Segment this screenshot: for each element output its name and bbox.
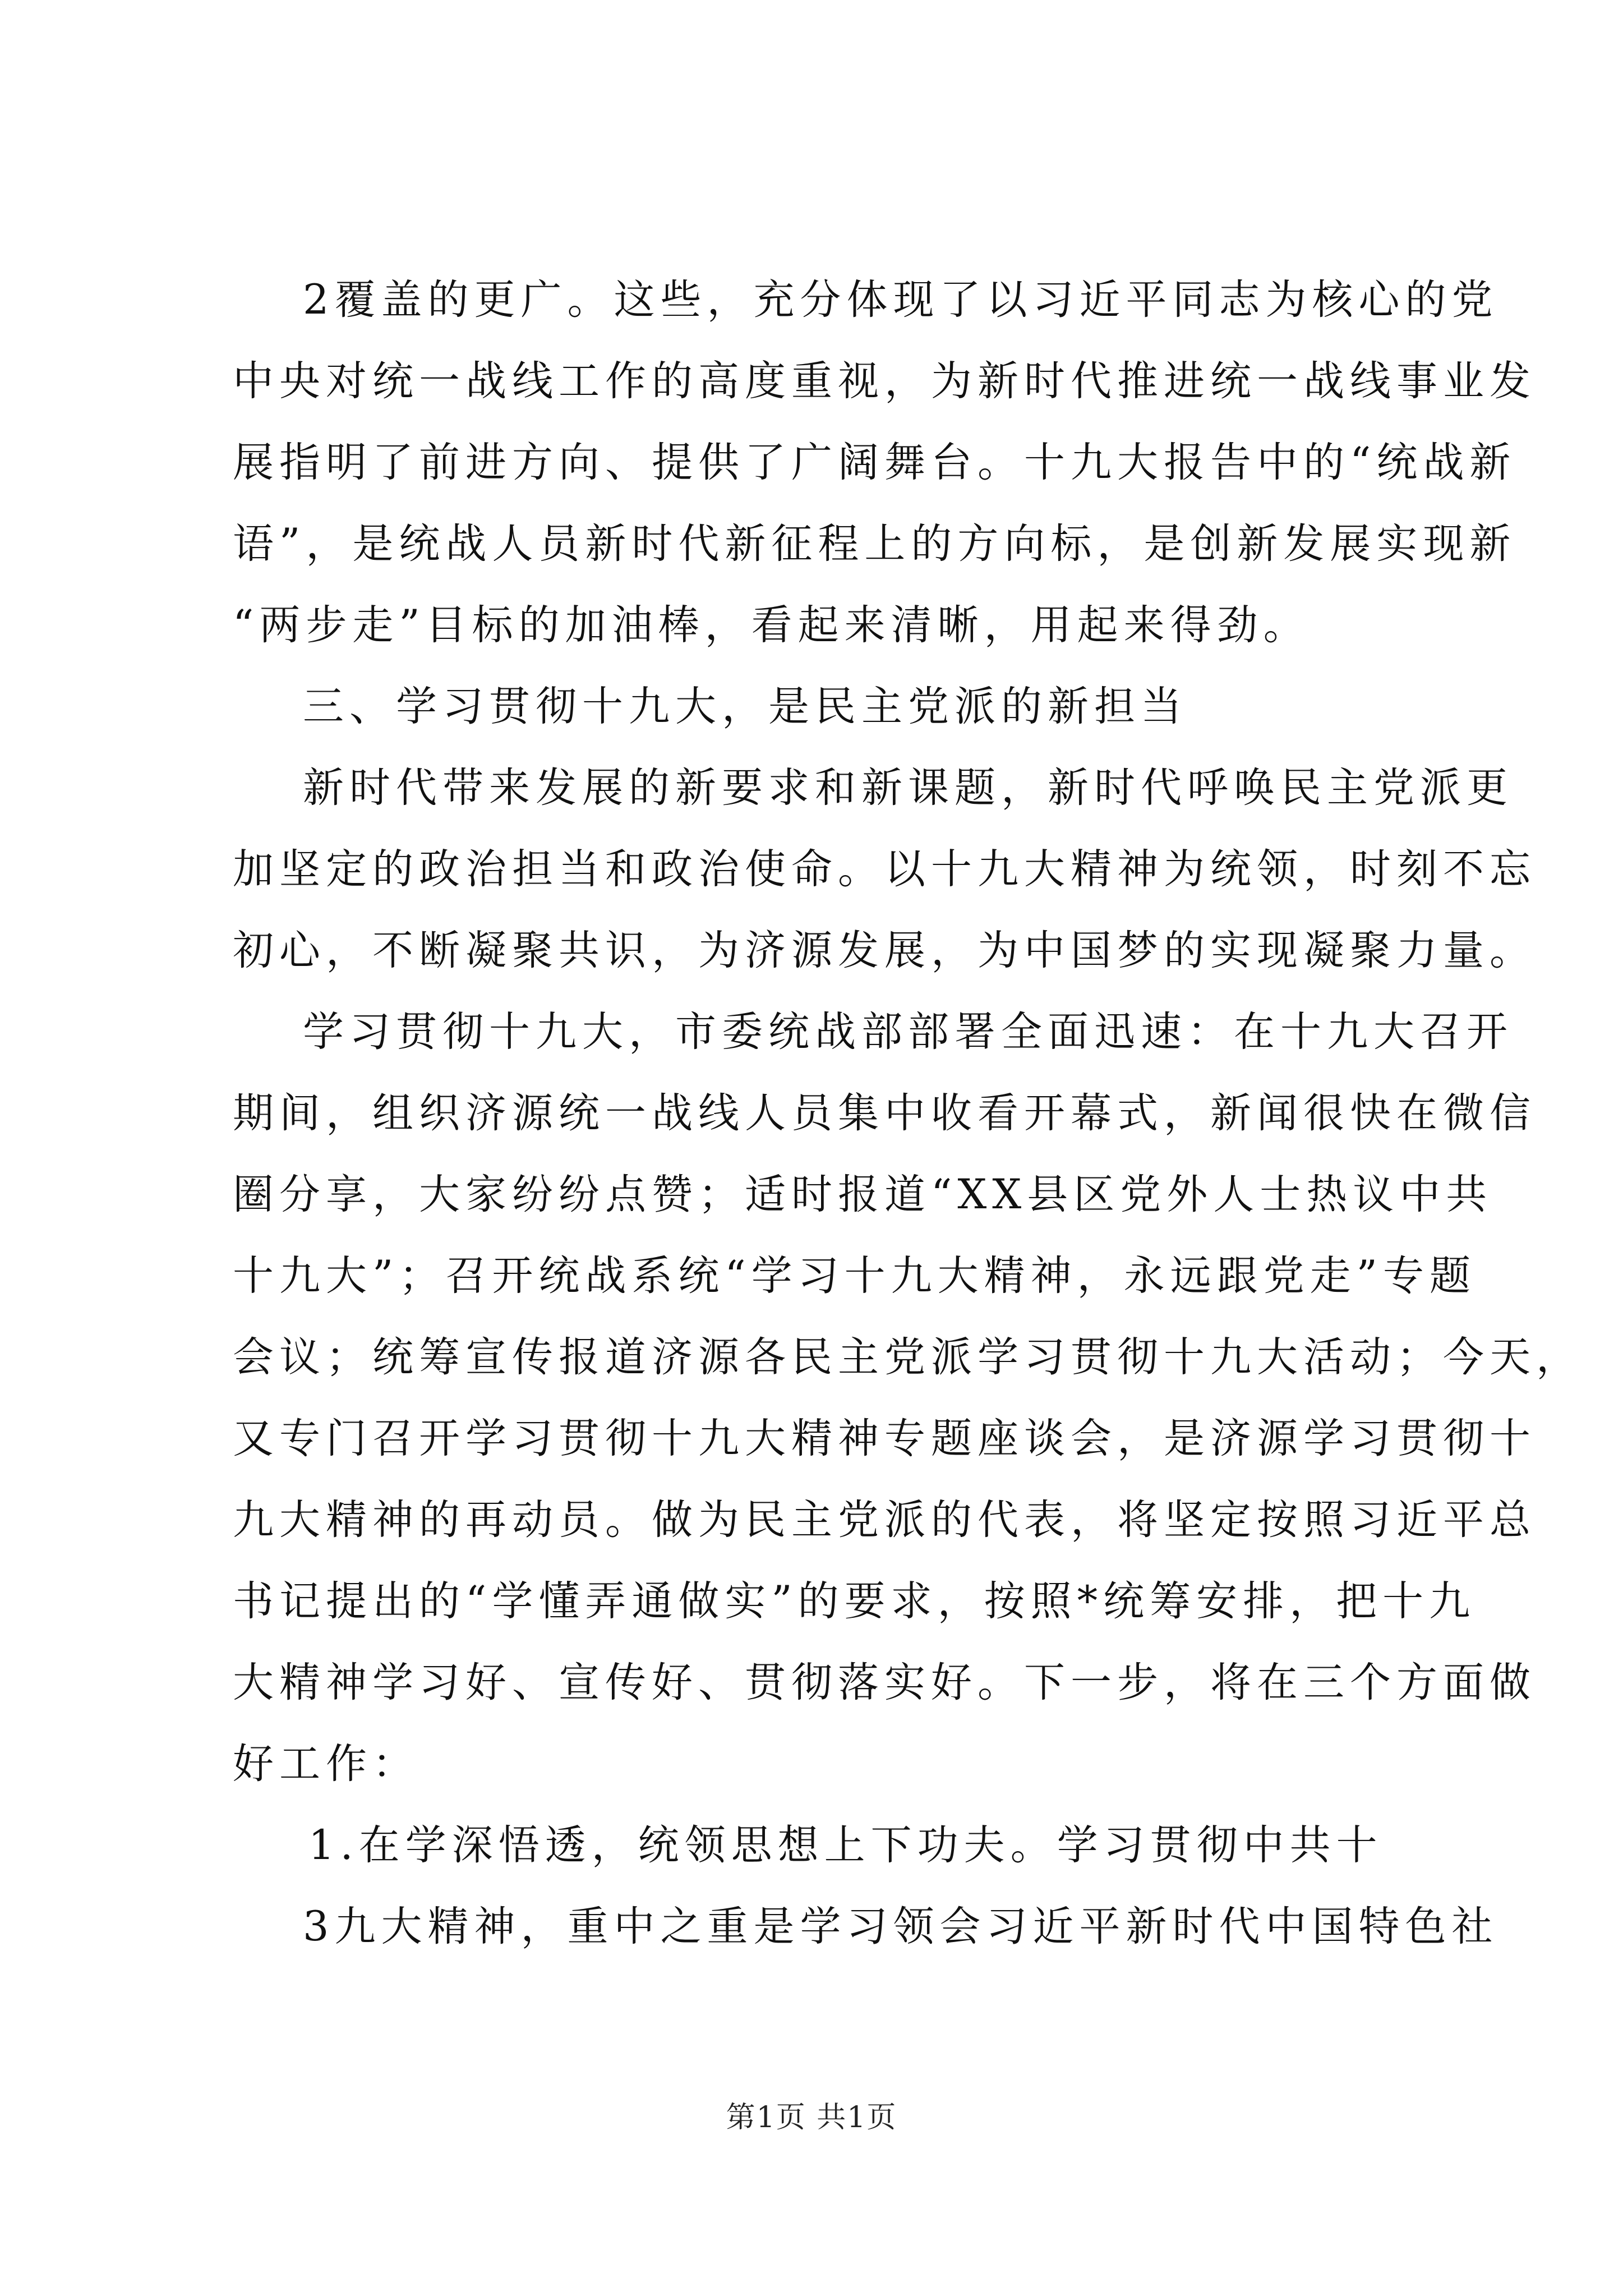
- text-line: 又专门召开学习贯彻十九大精神专题座谈会，是济源学习贯彻十: [233, 1415, 1536, 1462]
- text-line: 期间，组织济源统一战线人员集中收看开幕式，新闻很快在微信: [233, 1089, 1536, 1137]
- text-line: 九大精神的再动员。做为民主党派的代表，将坚定按照习近平总: [233, 1496, 1536, 1544]
- text-line: 大精神学习好、宣传好、贯彻落实好。下一步，将在三个方面做: [233, 1659, 1536, 1706]
- section-heading: 三、学习贯彻十九大，是民主党派的新担当: [303, 683, 1187, 730]
- list-item-text: 1.在学深悟透，统领思想上下功夫。学习贯彻中共十: [308, 1821, 1383, 1869]
- text-line: 新时代带来发展的新要求和新课题，新时代呼唤民主党派更: [303, 764, 1513, 812]
- text-line: 语”，是统战人员新时代新征程上的方向标，是创新发展实现新: [233, 520, 1516, 568]
- text-line: 加坚定的政治担当和政治使命。以十九大精神为统领，时刻不忘: [233, 845, 1536, 893]
- document-body: [233, 259, 1583, 1967]
- text-line: 圈分享，大家纷纷点赞；适时报道“XX县区党外人士热议中共: [233, 1171, 1493, 1218]
- text-line: 十九大”；召开统战系统“学习十九大精神，永远跟党走”专题: [233, 1252, 1476, 1300]
- text-line: 好工作：: [233, 1740, 419, 1788]
- text-line: 初心，不断凝聚共识，为济源发展，为中国梦的实现凝聚力量。: [233, 927, 1536, 974]
- text-line: 学习贯彻十九大，市委统战部部署全面迅速：在十九大召开: [303, 1008, 1513, 1056]
- text-line: 3九大精神，重中之重是学习领会习近平新时代中国特色社: [303, 1903, 1498, 1950]
- text-line: 中央对统一战线工作的高度重视，为新时代推进统一战线事业发: [233, 357, 1536, 405]
- text-line: 展指明了前进方向、提供了广阔舞台。十九大报告中的“统战新: [233, 439, 1516, 486]
- text-line: 2覆盖的更广。这些，充分体现了以习近平同志为核心的党: [303, 276, 1498, 324]
- text-line: 会议；统筹宣传报道济源各民主党派学习贯彻十九大活动；今天，: [233, 1333, 1583, 1381]
- page-footer: 第1页 共1页: [726, 2101, 897, 2134]
- text-line: 书记提出的“学懂弄通做实”的要求，按照*统筹安排，把十九: [233, 1577, 1476, 1625]
- text-line: “两步走”目标的加油棒，看起来清晰，用起来得劲。: [233, 601, 1310, 649]
